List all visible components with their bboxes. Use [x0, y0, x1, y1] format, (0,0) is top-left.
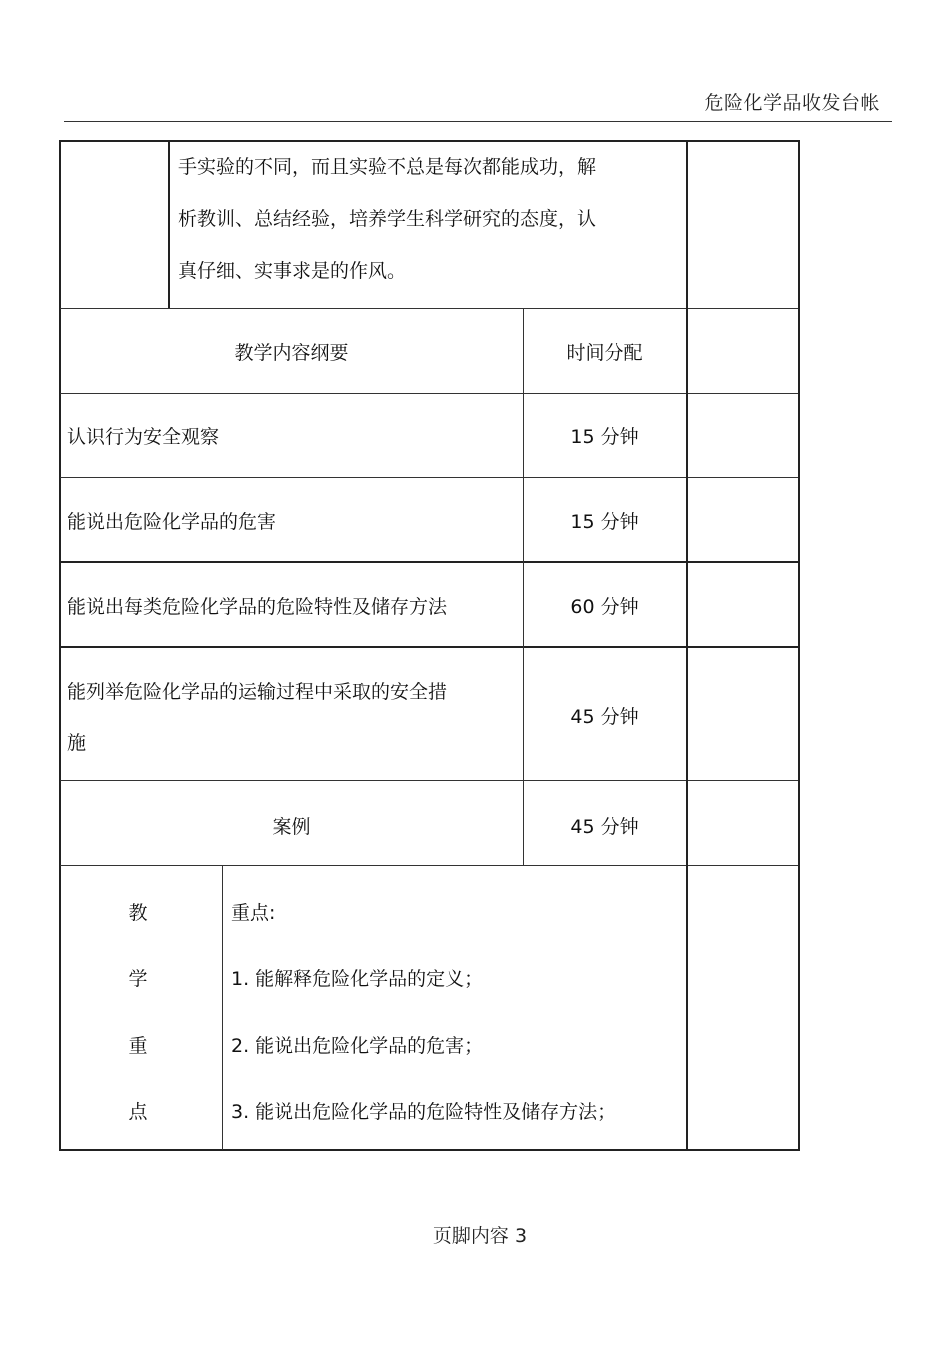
outline-header-time: 时间分配: [566, 342, 643, 364]
outline-row-content: 能说出每类危险化学品的危险特性及储存方法: [67, 596, 448, 618]
outline-row-time: 15 分钟: [570, 511, 639, 533]
column-divider: [523, 308, 524, 865]
outline-row-time: 45 分钟: [570, 706, 639, 728]
key-point-item: 2. 能说出危险化学品的危害；: [231, 1035, 484, 1057]
objective-line: 手实验的不同，而且实验不总是每次都能成功，解: [178, 156, 597, 178]
header-rule: [64, 121, 892, 122]
key-points-label-char: 学: [128, 968, 148, 990]
page-footer: 页脚内容 3: [432, 1225, 528, 1247]
outline-row-content-continued: 施: [67, 732, 87, 754]
outline-row-content: 案例: [272, 816, 311, 838]
key-point-item: 1. 能解释危险化学品的定义；: [231, 968, 484, 990]
column-divider: [686, 141, 688, 1150]
column-divider: [222, 865, 223, 1150]
objective-paragraph: [178, 141, 678, 297]
key-points-label-char: 点: [128, 1101, 148, 1123]
objective-line: 析教训、总结经验，培养学生科学研究的态度，认: [178, 208, 597, 230]
outline-header-content: 教学内容纲要: [234, 342, 349, 364]
key-point-item: 3. 能说出危险化学品的危险特性及储存方法；: [231, 1101, 617, 1123]
key-points-label-char: 重: [128, 1035, 148, 1057]
page-header-title: 危险化学品收发台帐: [704, 92, 880, 114]
outline-row-time: 15 分钟: [570, 426, 639, 448]
objective-line: 真仔细、实事求是的作风。: [178, 260, 407, 282]
column-divider: [168, 141, 170, 308]
outline-row-content: 能列举危险化学品的运输过程中采取的安全措: [67, 681, 448, 703]
outline-row-time: 45 分钟: [570, 816, 639, 838]
outline-row-time: 60 分钟: [570, 596, 639, 618]
outline-row-content: 认识行为安全观察: [67, 426, 220, 448]
outline-row-content: 能说出危险化学品的危害: [67, 511, 277, 533]
key-points-label-char: 教: [128, 902, 148, 924]
key-points-heading: 重点:: [231, 902, 276, 924]
